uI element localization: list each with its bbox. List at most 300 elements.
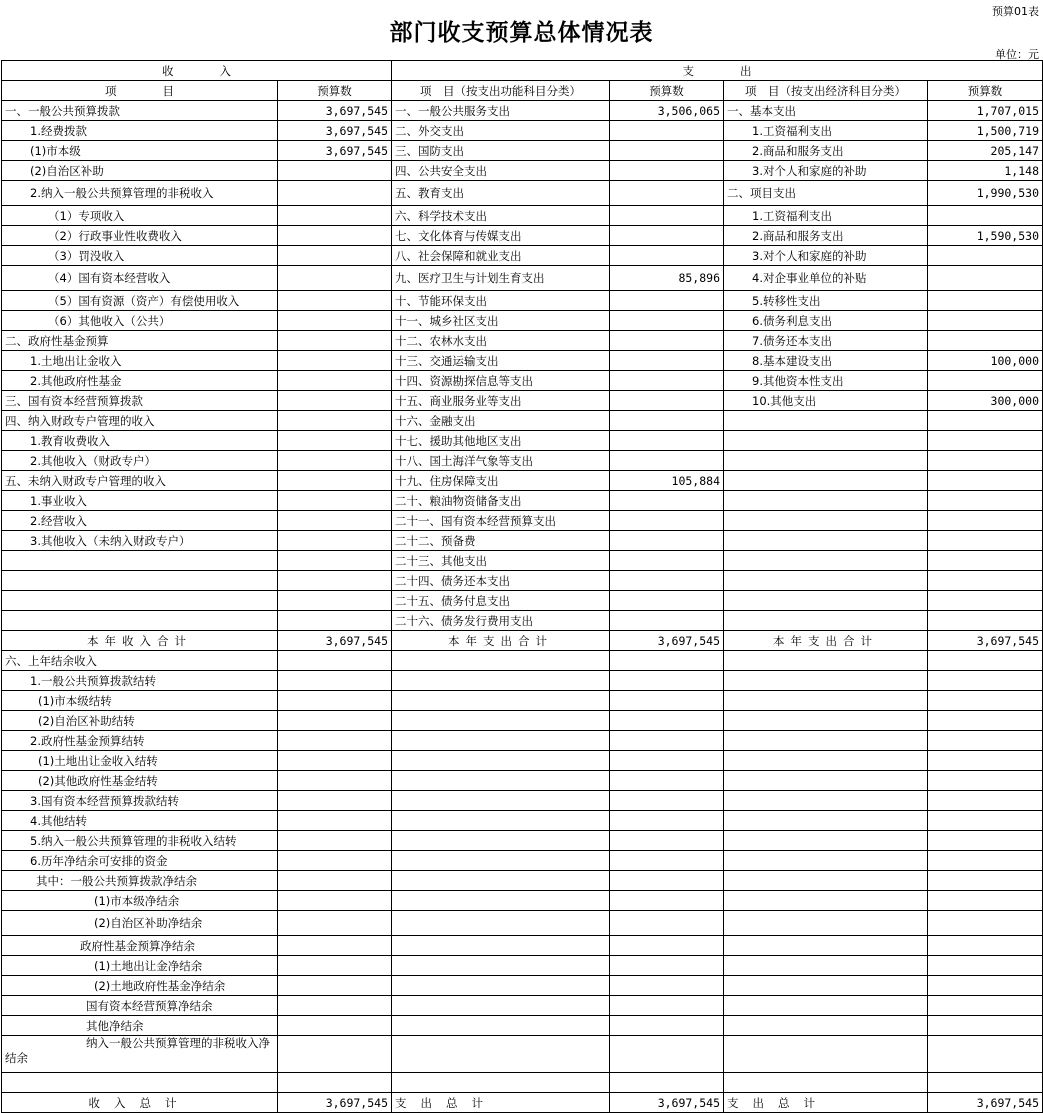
empty-cell [928, 711, 1043, 731]
table-row [2, 391, 1043, 411]
empty-cell [610, 751, 724, 771]
income-value [278, 491, 392, 511]
income-subtotal-label: 本年收入合计 [2, 631, 278, 651]
econ-expense-value [928, 551, 1043, 571]
carryover-row [2, 1036, 1043, 1073]
carryover-row [2, 956, 1043, 976]
econ-expense-item [724, 571, 928, 591]
empty-cell [610, 911, 724, 936]
empty-cell [610, 976, 724, 996]
income-value [278, 511, 392, 531]
empty-cell [392, 1073, 610, 1093]
carryover-row [2, 791, 1043, 811]
func-expense-item: 五、教育支出 [392, 181, 610, 206]
carryover-item: 6.历年净结余可安排的资金 [2, 851, 278, 871]
empty-cell [928, 691, 1043, 711]
subtotal-row [2, 631, 1043, 651]
func-expense-value: 85,896 [610, 266, 724, 291]
table-body [2, 61, 1043, 1113]
econ-expense-value [928, 431, 1043, 451]
econ-expense-item [724, 511, 928, 531]
income-value [278, 331, 392, 351]
empty-cell [610, 956, 724, 976]
carryover-row [2, 871, 1043, 891]
econ-expense-value [928, 206, 1043, 226]
income-item: 2.纳入一般公共预算管理的非税收入 [2, 181, 278, 206]
func-expense-value [610, 371, 724, 391]
empty-cell [392, 791, 610, 811]
empty-cell [610, 891, 724, 911]
empty-cell [724, 711, 928, 731]
income-total-label: 收入总计 [2, 1093, 278, 1113]
empty-cell [392, 976, 610, 996]
income-value [278, 291, 392, 311]
carryover-item: (2)土地政府性基金净结余 [2, 976, 278, 996]
carryover-row [2, 731, 1043, 751]
econ-subtotal-label: 本年支出合计 [724, 631, 928, 651]
empty-cell [724, 871, 928, 891]
table-row [2, 331, 1043, 351]
income-item: 2.其他政府性基金 [2, 371, 278, 391]
col-econ-budget-header: 预算数 [928, 81, 1043, 101]
empty-cell [392, 771, 610, 791]
func-expense-item: 二十三、其他支出 [392, 551, 610, 571]
income-item: 1.教育收费收入 [2, 431, 278, 451]
table-row [2, 451, 1043, 471]
empty-cell [928, 671, 1043, 691]
carryover-item: 国有资本经营预算净结余 [2, 996, 278, 1016]
empty-cell [278, 851, 392, 871]
income-item: （3）罚没收入 [2, 246, 278, 266]
empty-cell [724, 771, 928, 791]
func-expense-value [610, 511, 724, 531]
func-expense-value [610, 431, 724, 451]
total-row [2, 1093, 1043, 1113]
empty-cell [724, 911, 928, 936]
empty-cell [392, 911, 610, 936]
col-item-header: 项 目 [2, 81, 278, 101]
empty-cell [724, 936, 928, 956]
col-func-item-header: 项 目（按支出功能科目分类） [392, 81, 610, 101]
func-expense-item: 十九、住房保障支出 [392, 471, 610, 491]
empty-cell [278, 831, 392, 851]
income-item [2, 551, 278, 571]
empty-cell [278, 1016, 392, 1036]
func-expense-item: 二十一、国有资本经营预算支出 [392, 511, 610, 531]
econ-expense-item: 8.基本建设支出 [724, 351, 928, 371]
econ-expense-item: 4.对企事业单位的补贴 [724, 266, 928, 291]
econ-expense-item [724, 491, 928, 511]
table-row [2, 471, 1043, 491]
income-item: 1.土地出让金收入 [2, 351, 278, 371]
table-row [2, 181, 1043, 206]
func-total-value: 3,697,545 [610, 1093, 724, 1113]
empty-cell [928, 751, 1043, 771]
econ-expense-value [928, 266, 1043, 291]
income-item [2, 611, 278, 631]
econ-expense-item: 2.商品和服务支出 [724, 141, 928, 161]
econ-expense-item: 6.债务利息支出 [724, 311, 928, 331]
income-item: 三、国有资本经营预算拨款 [2, 391, 278, 411]
empty-cell [392, 831, 610, 851]
empty-cell [278, 711, 392, 731]
income-value [278, 571, 392, 591]
func-expense-item: 二十、粮油物资储备支出 [392, 491, 610, 511]
carryover-item: 其中：一般公共预算拨款净结余 [2, 871, 278, 891]
empty-cell [278, 751, 392, 771]
empty-cell [392, 1036, 610, 1073]
table-row [2, 511, 1043, 531]
empty-cell [392, 891, 610, 911]
empty-cell [724, 1016, 928, 1036]
income-value [278, 206, 392, 226]
empty-cell [724, 731, 928, 751]
empty-cell [928, 976, 1043, 996]
income-header: 收 入 [2, 61, 392, 81]
table-row [2, 121, 1043, 141]
empty-cell [610, 1016, 724, 1036]
income-value [278, 391, 392, 411]
econ-expense-item: 9.其他资本性支出 [724, 371, 928, 391]
empty-cell [928, 936, 1043, 956]
empty-cell [928, 831, 1043, 851]
empty-cell [610, 731, 724, 751]
carryover-item: (1)市本级结转 [2, 691, 278, 711]
econ-expense-item: 3.对个人和家庭的补助 [724, 161, 928, 181]
empty-cell [392, 711, 610, 731]
carryover-row [2, 811, 1043, 831]
empty-cell [278, 771, 392, 791]
empty-cell [610, 996, 724, 1016]
income-value [278, 246, 392, 266]
income-value [278, 226, 392, 246]
table-row [2, 101, 1043, 121]
func-expense-item: 十四、资源勘探信息等支出 [392, 371, 610, 391]
econ-expense-item: 5.转移性支出 [724, 291, 928, 311]
econ-expense-value: 1,990,530 [928, 181, 1043, 206]
empty-cell [278, 731, 392, 751]
header-row-2 [2, 81, 1043, 101]
income-item [2, 571, 278, 591]
empty-cell [928, 1036, 1043, 1073]
empty-cell [724, 891, 928, 911]
income-item: （1）专项收入 [2, 206, 278, 226]
func-expense-item: 三、国防支出 [392, 141, 610, 161]
func-expense-value [610, 611, 724, 631]
empty-cell [610, 1036, 724, 1073]
empty-cell [278, 811, 392, 831]
income-item: （2）行政事业性收费收入 [2, 226, 278, 246]
empty-cell [724, 791, 928, 811]
func-expense-value [610, 591, 724, 611]
econ-expense-value [928, 331, 1043, 351]
carryover-item: 3.国有资本经营预算拨款结转 [2, 791, 278, 811]
econ-expense-value [928, 311, 1043, 331]
table-row [2, 591, 1043, 611]
table-row [2, 551, 1043, 571]
carryover-row [2, 976, 1043, 996]
empty-cell [610, 851, 724, 871]
empty-cell [928, 811, 1043, 831]
econ-expense-item [724, 591, 928, 611]
empty-cell [724, 671, 928, 691]
econ-expense-item [724, 471, 928, 491]
empty-cell [724, 1073, 928, 1093]
func-expense-value [610, 121, 724, 141]
empty-cell [724, 751, 928, 771]
carryover-row [2, 671, 1043, 691]
carryover-item: (1)土地出让金收入结转 [2, 751, 278, 771]
econ-expense-item [724, 611, 928, 631]
table-row [2, 311, 1043, 331]
empty-cell [724, 1036, 928, 1073]
empty-cell [392, 671, 610, 691]
func-expense-value: 3,506,065 [610, 101, 724, 121]
empty-cell [724, 996, 928, 1016]
budget-table [1, 60, 1043, 1113]
empty-cell [610, 811, 724, 831]
econ-expense-value [928, 491, 1043, 511]
econ-subtotal-value: 3,697,545 [928, 631, 1043, 651]
col-econ-item-header: 项 目（按支出经济科目分类） [724, 81, 928, 101]
empty-cell [928, 1016, 1043, 1036]
empty-cell [928, 956, 1043, 976]
income-value [278, 181, 392, 206]
func-expense-item: 二十五、债务付息支出 [392, 591, 610, 611]
empty-cell [278, 651, 392, 671]
func-subtotal-label: 本年支出合计 [392, 631, 610, 651]
carryover-item: (2)自治区补助结转 [2, 711, 278, 731]
empty-cell [724, 956, 928, 976]
empty-cell [610, 771, 724, 791]
empty-cell [928, 771, 1043, 791]
empty-cell [392, 691, 610, 711]
unit-label: 单位：元 [995, 48, 1039, 61]
table-row [2, 571, 1043, 591]
func-expense-value [610, 551, 724, 571]
func-expense-value [610, 411, 724, 431]
empty-cell [278, 891, 392, 911]
carryover-item: 4.其他结转 [2, 811, 278, 831]
func-expense-item: 十一、城乡社区支出 [392, 311, 610, 331]
func-expense-value [610, 246, 724, 266]
carryover-row [2, 831, 1043, 851]
econ-expense-value: 1,590,530 [928, 226, 1043, 246]
empty-cell [928, 996, 1043, 1016]
econ-expense-item: 7.债务还本支出 [724, 331, 928, 351]
income-item: （5）国有资源（资产）有偿使用收入 [2, 291, 278, 311]
econ-expense-value: 1,148 [928, 161, 1043, 181]
func-subtotal-value: 3,697,545 [610, 631, 724, 651]
empty-cell [928, 851, 1043, 871]
func-expense-value [610, 351, 724, 371]
empty-cell [928, 891, 1043, 911]
income-item: 1.事业收入 [2, 491, 278, 511]
table-row [2, 371, 1043, 391]
income-value [278, 371, 392, 391]
table-row [2, 431, 1043, 451]
econ-expense-item: 1.工资福利支出 [724, 121, 928, 141]
econ-expense-item: 10.其他支出 [724, 391, 928, 411]
carryover-row [2, 1016, 1043, 1036]
empty-cell [928, 791, 1043, 811]
econ-expense-value: 205,147 [928, 141, 1043, 161]
income-value [278, 351, 392, 371]
func-expense-item: 一、一般公共服务支出 [392, 101, 610, 121]
table-row [2, 266, 1043, 291]
income-item: 二、政府性基金预算 [2, 331, 278, 351]
func-expense-item: 二十四、债务还本支出 [392, 571, 610, 591]
carryover-item: 1.一般公共预算拨款结转 [2, 671, 278, 691]
econ-expense-value [928, 471, 1043, 491]
income-value [278, 311, 392, 331]
empty-cell [928, 1073, 1043, 1093]
empty-cell [278, 871, 392, 891]
econ-expense-value [928, 611, 1043, 631]
econ-total-value: 3,697,545 [928, 1093, 1043, 1113]
func-expense-item: 六、科学技术支出 [392, 206, 610, 226]
func-expense-item: 四、公共安全支出 [392, 161, 610, 181]
empty-cell [392, 851, 610, 871]
carryover-row [2, 911, 1043, 936]
income-value [278, 266, 392, 291]
empty-cell [278, 911, 392, 936]
empty-cell [392, 1016, 610, 1036]
carryover-row [2, 751, 1043, 771]
income-total-value: 3,697,545 [278, 1093, 392, 1113]
empty-cell [392, 811, 610, 831]
empty-cell [928, 871, 1043, 891]
income-value: 3,697,545 [278, 141, 392, 161]
empty-cell [610, 831, 724, 851]
func-expense-item: 九、医疗卫生与计划生育支出 [392, 266, 610, 291]
econ-expense-value [928, 371, 1043, 391]
carryover-item [2, 1073, 278, 1093]
func-expense-item: 十三、交通运输支出 [392, 351, 610, 371]
empty-cell [610, 711, 724, 731]
econ-expense-item [724, 411, 928, 431]
income-value: 3,697,545 [278, 101, 392, 121]
func-expense-value [610, 491, 724, 511]
income-value [278, 551, 392, 571]
econ-expense-value: 1,707,015 [928, 101, 1043, 121]
empty-cell [278, 1073, 392, 1093]
func-expense-value [610, 181, 724, 206]
econ-expense-item [724, 431, 928, 451]
col-budget-header: 预算数 [278, 81, 392, 101]
func-expense-value [610, 531, 724, 551]
empty-cell [610, 936, 724, 956]
table-row [2, 246, 1043, 266]
econ-total-label: 支出总计 [724, 1093, 928, 1113]
econ-expense-item: 2.商品和服务支出 [724, 226, 928, 246]
col-func-budget-header: 预算数 [610, 81, 724, 101]
income-item: （6）其他收入（公共） [2, 311, 278, 331]
carryover-item: (1)土地出让金净结余 [2, 956, 278, 976]
func-expense-item: 二十六、债务发行费用支出 [392, 611, 610, 631]
expense-header: 支 出 [392, 61, 1043, 81]
carryover-item: (2)其他政府性基金结转 [2, 771, 278, 791]
income-item: 3.其他收入（未纳入财政专户） [2, 531, 278, 551]
empty-cell [724, 691, 928, 711]
table-row [2, 491, 1043, 511]
income-value [278, 411, 392, 431]
income-subtotal-value: 3,697,545 [278, 631, 392, 651]
func-expense-value [610, 226, 724, 246]
func-expense-value [610, 291, 724, 311]
func-expense-item: 八、社会保障和就业支出 [392, 246, 610, 266]
func-expense-value: 105,884 [610, 471, 724, 491]
income-value [278, 451, 392, 471]
econ-expense-value [928, 291, 1043, 311]
econ-expense-value [928, 591, 1043, 611]
carryover-item: 2.政府性基金预算结转 [2, 731, 278, 751]
carryover-item: 纳入一般公共预算管理的非税收入净结余 [2, 1036, 278, 1073]
income-item: 2.经营收入 [2, 511, 278, 531]
empty-cell [278, 671, 392, 691]
carryover-row [2, 891, 1043, 911]
empty-cell [610, 671, 724, 691]
income-item: 2.其他收入（财政专户） [2, 451, 278, 471]
page-title: 部门收支预算总体情况表 [389, 19, 654, 46]
empty-cell [392, 751, 610, 771]
func-expense-item: 十二、农林水支出 [392, 331, 610, 351]
income-value [278, 471, 392, 491]
empty-cell [278, 976, 392, 996]
table-row [2, 206, 1043, 226]
carryover-row [2, 651, 1043, 671]
table-row [2, 351, 1043, 371]
econ-expense-value [928, 411, 1043, 431]
empty-cell [724, 651, 928, 671]
table-row [2, 411, 1043, 431]
income-value: 3,697,545 [278, 121, 392, 141]
econ-expense-value [928, 531, 1043, 551]
func-expense-item: 十五、商业服务业等支出 [392, 391, 610, 411]
econ-expense-item [724, 451, 928, 471]
income-item: 五、未纳入财政专户管理的收入 [2, 471, 278, 491]
form-code: 预算01表 [992, 5, 1039, 18]
func-expense-value [610, 206, 724, 226]
func-expense-item: 七、文化体育与传媒支出 [392, 226, 610, 246]
table-row [2, 226, 1043, 246]
func-expense-item: 十六、金融支出 [392, 411, 610, 431]
func-expense-value [610, 311, 724, 331]
carryover-row [2, 691, 1043, 711]
econ-expense-value: 1,500,719 [928, 121, 1043, 141]
empty-cell [724, 851, 928, 871]
empty-cell [278, 996, 392, 1016]
carryover-item: (2)自治区补助净结余 [2, 911, 278, 936]
income-item: (1)市本级 [2, 141, 278, 161]
income-item: （4）国有资本经营收入 [2, 266, 278, 291]
func-expense-item: 二、外交支出 [392, 121, 610, 141]
carryover-item: 政府性基金预算净结余 [2, 936, 278, 956]
econ-expense-value: 300,000 [928, 391, 1043, 411]
empty-cell [392, 871, 610, 891]
empty-cell [610, 651, 724, 671]
empty-cell [392, 936, 610, 956]
empty-cell [392, 731, 610, 751]
carryover-item: 其他净结余 [2, 1016, 278, 1036]
income-value [278, 591, 392, 611]
carryover-row [2, 936, 1043, 956]
income-item: (2)自治区补助 [2, 161, 278, 181]
func-expense-item: 十七、援助其他地区支出 [392, 431, 610, 451]
table-row [2, 291, 1043, 311]
func-expense-value [610, 391, 724, 411]
empty-cell [278, 1036, 392, 1073]
